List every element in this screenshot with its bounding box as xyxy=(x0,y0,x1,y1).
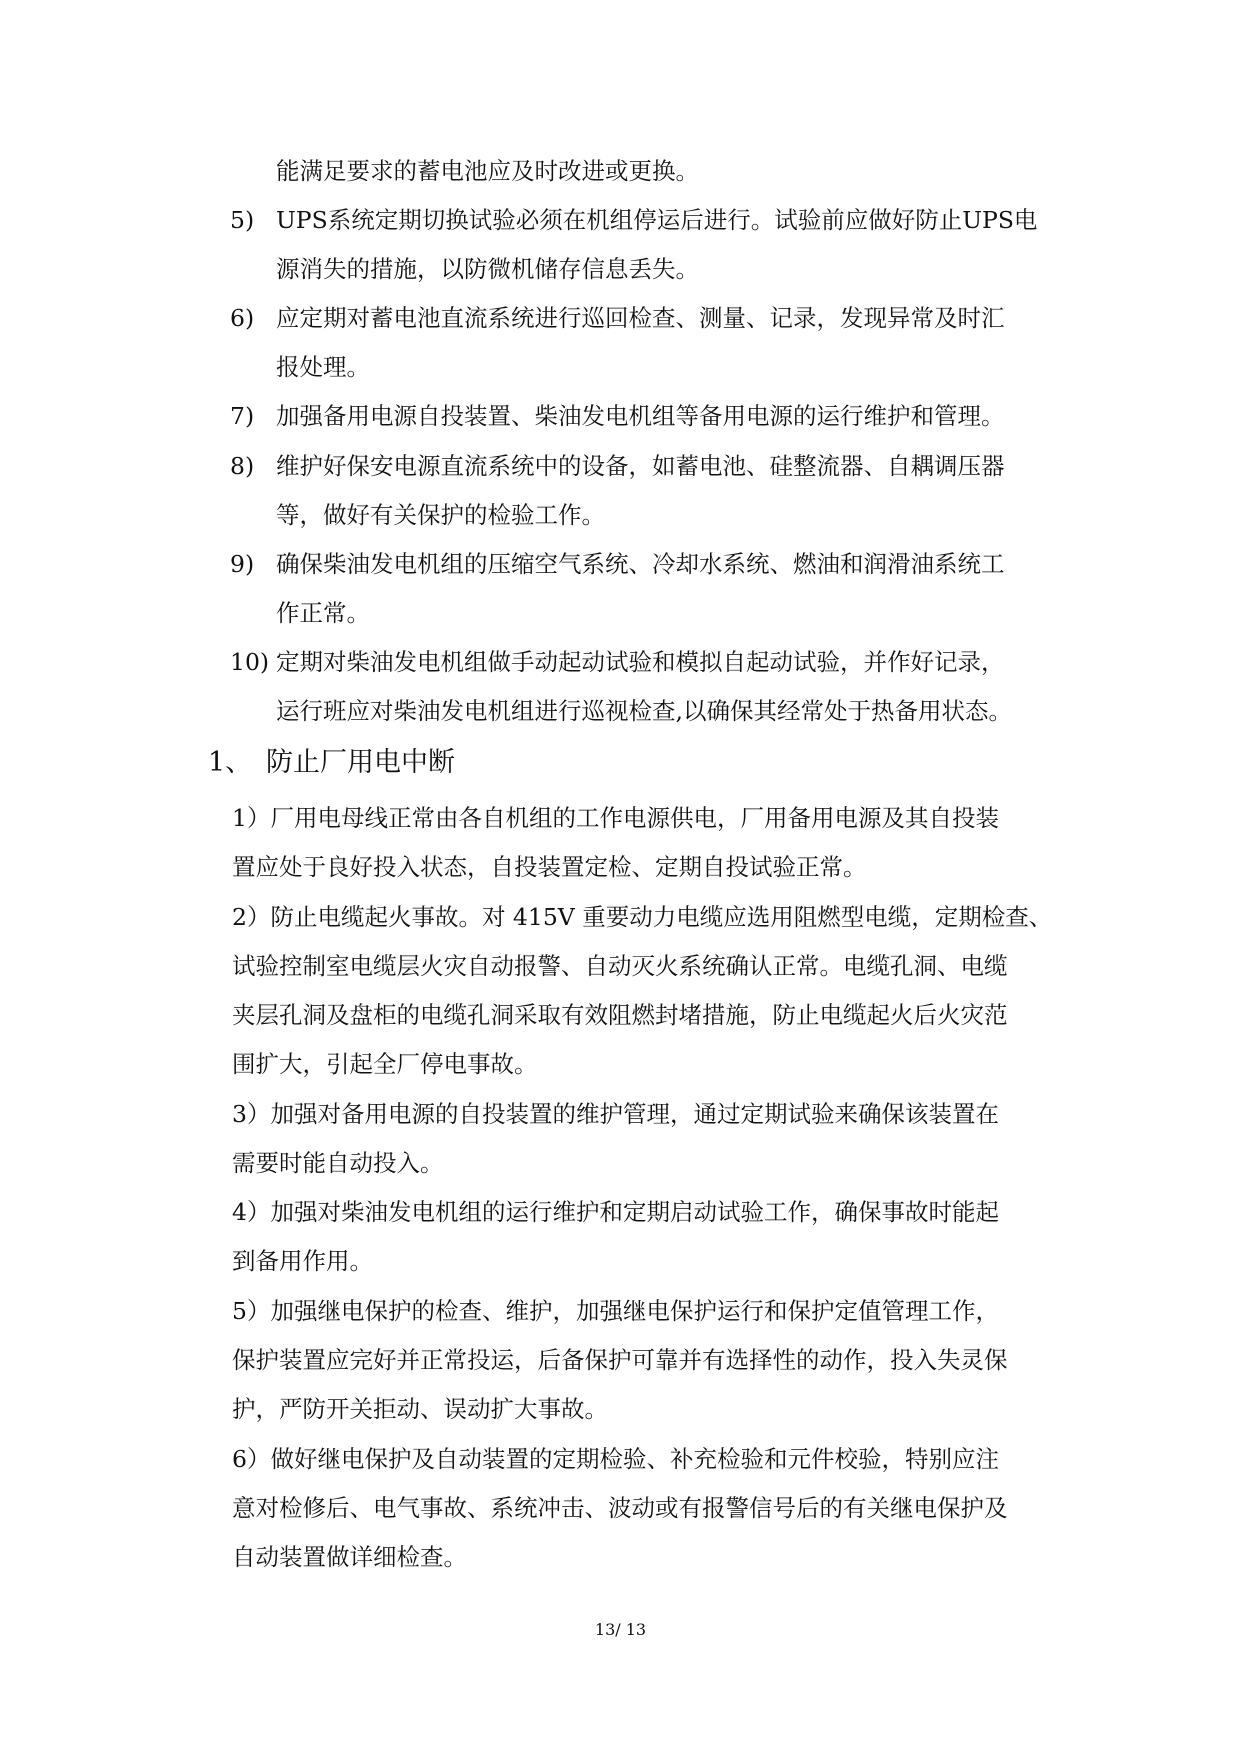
page-number: 13/ 13 xyxy=(594,1620,647,1639)
paragraph-line: 6）做好继电保护及自动装置的定期检验、补充检验和元件校验，特别应注 xyxy=(232,1445,999,1473)
section-title: 防止厂用电中断 xyxy=(266,747,455,778)
item-line: 应定期对蓄电池直流系统进行巡回检查、测量、记录，发现异常及时汇 xyxy=(276,304,1005,332)
paragraph-line: 2）防止电缆起火事故。对 415V 重要动力电缆应选用阻燃型电缆，定期检查、 xyxy=(232,903,1053,931)
paragraph-line: 意对检修后、电气事故、系统冲击、波动或有报警信号后的有关继电保护及 xyxy=(232,1494,1008,1522)
paragraph-line: 试验控制室电缆层火灾自动报警、自动灭火系统确认正常。电缆孔洞、电缆 xyxy=(232,952,1008,980)
paragraph-line: 到备用作用。 xyxy=(232,1247,373,1275)
paragraph-line: 置应处于良好投入状态，自投装置定检、定期自投试验正常。 xyxy=(232,853,867,881)
section-number: 1、 xyxy=(208,747,253,778)
item-line: 定期对柴油发电机组做手动起动试验和模拟自起动试验，并作好记录， xyxy=(276,648,1005,676)
paragraph-line: 1）厂用电母线正常由各自机组的工作电源供电，厂用备用电源及其自投装 xyxy=(232,804,999,832)
item-line: 等，做好有关保护的检验工作。 xyxy=(276,501,605,529)
item-number: 6) xyxy=(230,304,255,332)
item-number: 8) xyxy=(230,452,255,480)
paragraph-line: 夹层孔洞及盘柜的电缆孔洞采取有效阻燃封堵措施，防止电缆起火后火灾范 xyxy=(232,1001,1008,1029)
paragraph-line: 自动装置做详细检查。 xyxy=(232,1543,467,1571)
continuation-line: 能满足要求的蓄电池应及时改进或更换。 xyxy=(276,157,699,185)
item-line: 确保柴油发电机组的压缩空气系统、冷却水系统、燃油和润滑油系统工 xyxy=(276,550,1005,578)
item-line: 源消失的措施，以防微机储存信息丢失。 xyxy=(276,255,699,283)
paragraph-line: 5）加强继电保护的检查、维护，加强继电保护运行和保护定值管理工作， xyxy=(232,1297,999,1325)
item-line: 维护好保安电源直流系统中的设备，如蓄电池、硅整流器、自耦调压器 xyxy=(276,452,1005,480)
item-number: 5) xyxy=(230,206,255,234)
item-line: 报处理。 xyxy=(276,353,370,381)
paragraph-line: 保护装置应完好并正常投运，后备保护可靠并有选择性的动作，投入失灵保 xyxy=(232,1346,1008,1374)
paragraph-line: 4）加强对柴油发电机组的运行维护和定期启动试验工作，确保事故时能起 xyxy=(232,1198,999,1226)
paragraph-line: 围扩大，引起全厂停电事故。 xyxy=(232,1050,538,1078)
item-number: 7) xyxy=(230,402,255,430)
item-line: 作正常。 xyxy=(276,599,370,627)
paragraph-line: 3）加强对备用电源的自投装置的维护管理，通过定期试验来确保该装置在 xyxy=(232,1100,999,1128)
item-line: 加强备用电源自投装置、柴油发电机组等备用电源的运行维护和管理。 xyxy=(276,402,1005,430)
paragraph-line: 需要时能自动投入。 xyxy=(232,1149,444,1177)
item-number: 9) xyxy=(230,550,255,578)
item-line: 运行班应对柴油发电机组进行巡视检查,以确保其经常处于热备用状态。 xyxy=(276,697,1012,725)
item-number: 10) xyxy=(230,648,270,676)
paragraph-line: 护，严防开关拒动、误动扩大事故。 xyxy=(232,1395,608,1423)
item-line: UPS系统定期切换试验必须在机组停运后进行。试验前应做好防止UPS电 xyxy=(276,206,1038,234)
